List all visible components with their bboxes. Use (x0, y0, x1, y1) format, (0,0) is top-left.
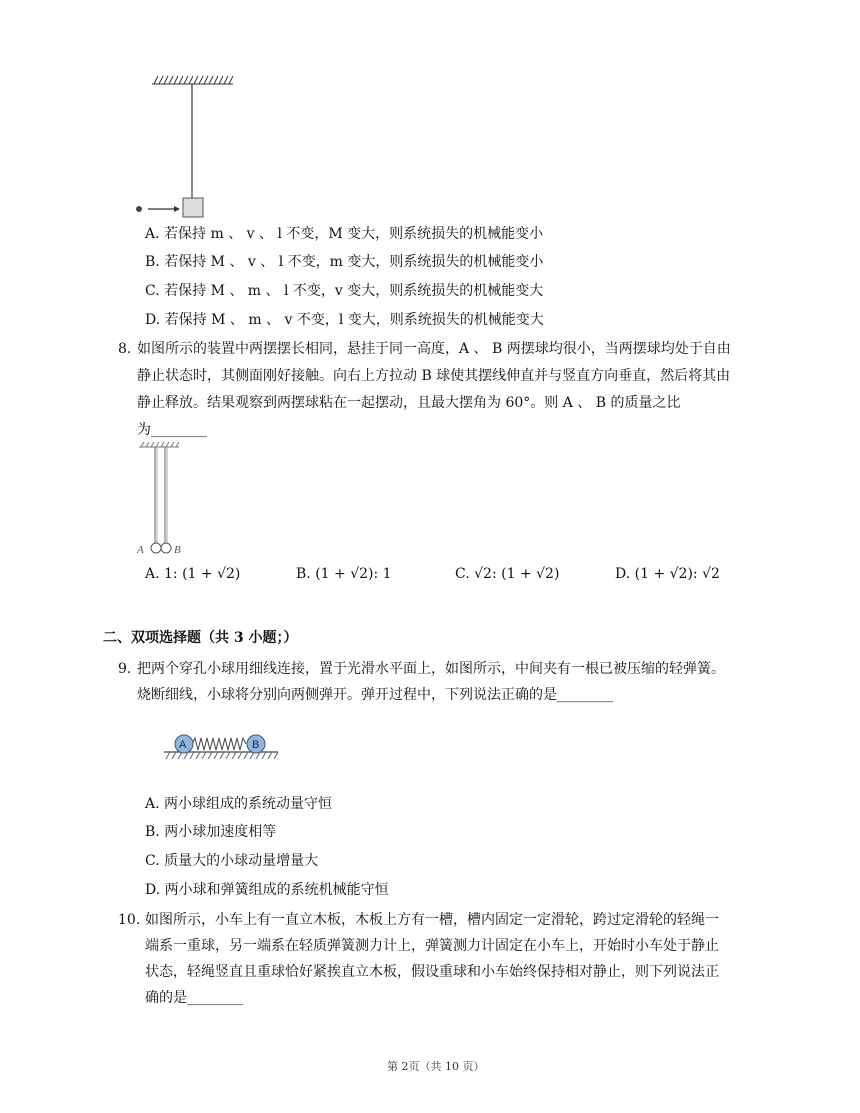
q9-text-line-1: 把两个穿孔小球用细线连接，置于光滑水平面上，如图所示，中间夹有一根已被压缩的轻弹簧。 (137, 661, 725, 677)
option-text: (1 + √2): 1 (315, 566, 392, 582)
q7-option-c (145, 281, 543, 301)
q7-option-a (145, 224, 543, 244)
q10-number: 10. (118, 912, 141, 928)
q9-text-line-2: 烧断细线，小球将分别向两侧弹开。弹开过程中，下列说法正确的是________ (137, 687, 613, 703)
option-label: C. (455, 566, 470, 582)
q7-block (183, 198, 203, 217)
option-text: 若保持 m 、 v 、 l 不变，M 变大，则系统损失的机械能变小 (164, 226, 544, 242)
q8-label-a: A (137, 544, 144, 556)
option-label: D. (615, 566, 631, 582)
q9-spring (192, 738, 246, 750)
option-text: 两小球和弹簧组成的系统机械能守恒 (164, 882, 389, 898)
q9-option-a (145, 794, 332, 814)
q8-ball-a (151, 543, 161, 553)
q9-option-c (145, 851, 318, 871)
q7-option-d (145, 310, 544, 330)
q10-text-line-4: 确的是________ (145, 990, 243, 1006)
q8-ceiling-hatch (139, 442, 179, 447)
option-label: B. (296, 566, 311, 582)
q9-label-a: A (179, 739, 187, 751)
option-label: B. (145, 824, 160, 840)
q7-bullet (136, 206, 142, 212)
option-text: √2: (1 + √2) (474, 566, 560, 582)
option-text: (1 + √2): √2 (634, 566, 720, 582)
q8-number: 8. (118, 341, 132, 357)
q8-option-a (145, 564, 240, 584)
q10-text-line-2: 端系一重球，另一端系在轻质弹簧测力计上，弹簧测力计固定在小车上，开始时小车处于静止 (145, 938, 719, 954)
q9-option-b (145, 822, 276, 842)
q10-text-line-1: 如图所示，小车上有一直立木板，木板上方有一槽，槽内固定一定滑轮，跨过定滑轮的轻绳一 (145, 912, 719, 928)
page-footer: 第 2页（共 10 页） (387, 1060, 485, 1073)
option-label: A. (145, 796, 160, 812)
q9-label-b: B (252, 739, 260, 751)
q10-text-line-3: 状态，轻绳竖直且重球恰好紧挨直立木板，假设重球和小车始终保持相对静止，则下列说法正 (145, 964, 719, 980)
option-text: 1: (1 + √2) (164, 566, 241, 582)
q8-text-line-2: 静止状态时，其侧面刚好接触。向右上方拉动 B 球使其摆线伸直并与竖直方向垂直，然后将其由 (137, 368, 731, 384)
section-title: 二、双项选择题（共 3 小题；） (103, 630, 298, 646)
q7-figure (130, 70, 250, 225)
q7-option-b (145, 252, 543, 272)
option-text: 质量大的小球动量增量大 (164, 853, 319, 869)
option-text: 两小球组成的系统动量守恒 (164, 796, 333, 812)
q9-option-d (145, 880, 389, 900)
q8-option-d (615, 564, 720, 584)
q8-text-line-3: 静止释放。结果观察到两摆球粘在一起摆动，且最大摆角为 60°。则 A 、 B 的质量之比 (137, 395, 681, 411)
option-label: C. (145, 853, 160, 869)
q8-text-line-1: 如图所示的装置中两摆摆长相同，悬挂于同一高度，A 、 B 两摆球均很小，当两摆球均处于自由 (137, 341, 731, 357)
q9-number: 9. (118, 661, 132, 677)
option-text: 若保持 M 、 m 、 v 不变，l 变大，则系统损失的机械能变大 (164, 312, 544, 328)
option-label: A. (145, 226, 160, 242)
q8-ball-b (161, 543, 171, 553)
option-text: 若保持 M 、 v 、 l 不变，m 变大，则系统损失的机械能变小 (164, 254, 544, 270)
q7-arrow-head (174, 206, 180, 212)
option-text: 若保持 M 、 m 、 l 不变，v 变大，则系统损失的机械能变大 (164, 283, 544, 299)
q8-option-c (455, 564, 559, 584)
option-label: A. (145, 566, 160, 582)
q8-text-line-4: 为________ (137, 422, 207, 438)
q7-ceiling-hatch (152, 76, 233, 84)
option-text: 两小球加速度相等 (164, 824, 277, 840)
option-label: C. (145, 283, 160, 299)
option-label: B. (145, 254, 160, 270)
option-label: D. (145, 312, 161, 328)
q9-figure (160, 730, 285, 765)
q8-option-b (296, 564, 392, 584)
q8-figure (135, 438, 205, 558)
option-label: D. (145, 882, 161, 898)
q8-label-b: B (174, 544, 181, 556)
